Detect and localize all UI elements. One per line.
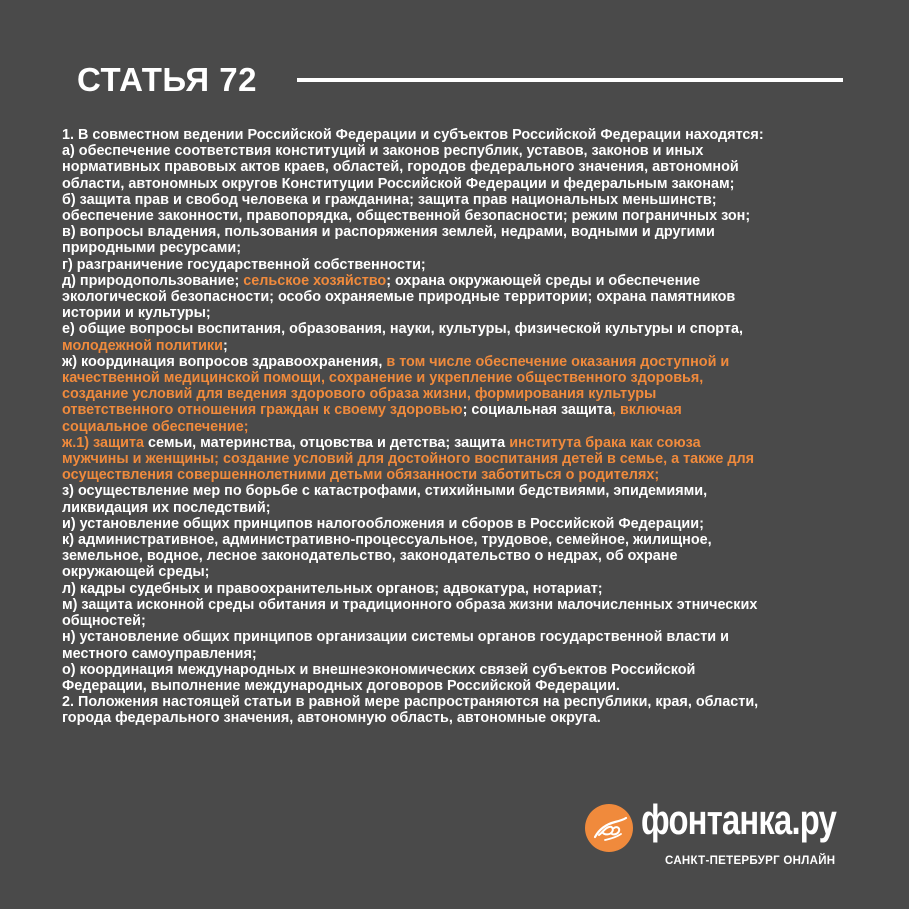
text-line [62, 629, 842, 645]
highlighted-text: осуществления совершеннолетними детьми обязанности заботиться о родителях; [62, 467, 660, 484]
text-line [62, 500, 842, 516]
text-line [62, 581, 842, 597]
text-line [62, 435, 842, 451]
text-line [62, 192, 842, 208]
text-segment: окружающей среды; [62, 564, 210, 581]
text-line [62, 694, 842, 710]
logo-tagline: САНКТ-ПЕТЕРБУРГ ОНЛАЙН [665, 855, 836, 867]
text-segment: ликвидация их последствий; [62, 499, 271, 516]
text-segment: семьи, материнства, отцовства и детства; защита [144, 434, 510, 451]
fontanka-emblem-icon [585, 804, 633, 852]
text-segment: а) обеспечение соответствия конституций и законов республик, уставов, законов и иных [62, 143, 704, 160]
highlighted-text: социальное обеспечение; [62, 418, 249, 435]
text-segment: г) разграничение государственной собственности; [62, 256, 426, 273]
text-line [62, 613, 842, 629]
text-line [62, 467, 842, 483]
text-line [62, 548, 842, 564]
text-line [62, 208, 842, 224]
text-segment: д) природопользование; [62, 272, 244, 289]
highlighted-text: , включая [611, 402, 682, 419]
text-segment: м) защита исконной среды обитания и традиционного образа жизни малочисленных этнических [62, 596, 758, 613]
text-line [62, 532, 842, 548]
highlighted-text: сельское хозяйство [243, 272, 387, 289]
text-segment: и) установление общих принципов налогообложения и сборов в Российской Федерации; [62, 515, 704, 532]
highlighted-text: мужчины и женщины; создание условий для достойного воспитания детей в семье, а также для [62, 451, 755, 468]
text-segment: Федерации, выполнение международных договоров Российской Федерации. [62, 677, 620, 694]
text-segment: е) общие вопросы воспитания, образования, науки, культуры, физической культуры и спорта, [62, 321, 743, 338]
text-line [62, 354, 842, 370]
text-segment: экологической безопасности; особо охраняемые природные территории; охрана памятников [62, 289, 736, 306]
highlighted-text: создание условий для ведения здорового образа жизни, формирования культуры [62, 386, 657, 403]
text-line [62, 662, 842, 678]
text-segment: н) установление общих принципов организации системы органов государственной власти и [62, 629, 729, 646]
text-line [62, 321, 842, 337]
text-segment: обеспечение законности, правопорядка, общественной безопасности; режим пограничных зон; [62, 208, 751, 225]
text-segment: области, автономных округов Конституции Российской Федерации и федеральным законам; [62, 175, 735, 192]
text-segment: 2. Положения настоящей статьи в равной мере распространяются на республики, края, области, [62, 694, 759, 711]
text-segment: нормативных правовых актов краев, областей, городов федерального значения, автономной [62, 159, 739, 176]
text-line [62, 240, 842, 256]
highlighted-text: института брака как союза [509, 434, 701, 451]
highlighted-text: молодежной политики [62, 337, 223, 354]
text-segment: города федерального значения, автономную область, автономные округа. [62, 710, 601, 727]
text-line [62, 289, 842, 305]
text-line [62, 419, 842, 435]
text-segment: в) вопросы владения, пользования и распоряжения землей, недрами, водными и другими [62, 224, 715, 241]
text-line [62, 338, 842, 354]
text-line [62, 143, 842, 159]
text-line [62, 305, 842, 321]
text-segment: ; [222, 337, 228, 354]
highlighted-text: в том числе обеспечение оказания доступной и [386, 353, 730, 370]
highlighted-text: ответственного отношения граждан к своему здоровью [62, 402, 463, 419]
highlighted-text: ж.1) защита [62, 434, 145, 451]
text-segment: природными ресурсами; [62, 240, 242, 257]
highlighted-text: качественной медицинской помощи, сохранение и укрепление общественного здоровья, [62, 370, 704, 387]
text-line [62, 646, 842, 662]
text-line [62, 224, 842, 240]
text-line [62, 597, 842, 613]
text-line [62, 451, 842, 467]
text-line [62, 564, 842, 580]
text-line [62, 386, 842, 402]
text-segment: 1. В совместном ведении Российской Федерации и субъектов Российской Федерации находятся: [62, 127, 764, 143]
fontanka-logo [585, 796, 845, 875]
text-line [62, 159, 842, 175]
text-segment: л) кадры судебных и правоохранительных органов; адвокатура, нотариат; [62, 580, 603, 597]
text-segment: ; социальная [462, 402, 561, 419]
text-segment: ; охрана окружающей среды и обеспечение [386, 272, 701, 289]
text-segment: з) осуществление мер по борьбе с катастрофами, стихийными бедствиями, эпидемиями, [62, 483, 708, 500]
text-segment: б) защита прав и свобод человека и гражданина; защита прав национальных меньшинств; [62, 191, 717, 208]
text-segment: ж) координация вопросов здравоохранения, [62, 353, 387, 370]
text-segment: к) административное, административно-процессуальное, трудовое, семейное, жилищное, [62, 532, 712, 549]
text-segment: общностей; [62, 613, 146, 630]
text-line [62, 127, 842, 143]
article-header [77, 58, 843, 102]
text-segment: местного самоуправления; [62, 645, 257, 662]
text-line [62, 370, 842, 386]
text-line [62, 273, 842, 289]
text-segment: истории и культуры; [62, 305, 211, 322]
text-line [62, 483, 842, 499]
text-segment: земельное, водное, лесное законодательство, законодательство о недрах, об охране [62, 548, 678, 565]
text-segment: о) координация международных и внешнеэкономических связей субъектов Российской [62, 661, 696, 678]
text-line [62, 402, 842, 418]
article-body [62, 127, 842, 727]
article-title: СТАТЬЯ 72 [77, 61, 257, 98]
text-line [62, 710, 842, 726]
text-line [62, 257, 842, 273]
text-line [62, 516, 842, 532]
text-segment: защита [560, 402, 612, 419]
logo-wordmark: фонтанка.ру [641, 796, 837, 843]
text-line [62, 176, 842, 192]
text-line [62, 678, 842, 694]
title-divider [297, 78, 843, 82]
